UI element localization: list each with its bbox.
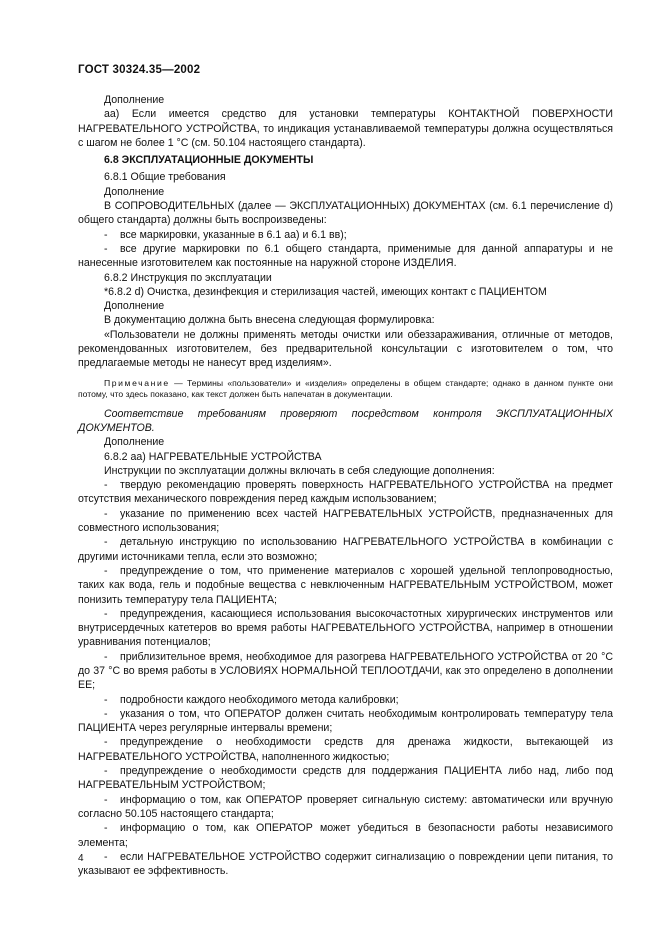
bullet-dash: - [104, 479, 108, 492]
bullet-dash: - [104, 507, 108, 520]
list-item-text: если НАГРЕВАТЕЛЬНОЕ УСТРОЙСТВО содержит сигнализацию о повреждении цепи питания, то указывают ее эффективность. [78, 850, 613, 878]
list-item [78, 228, 613, 242]
paragraph: Дополнение [104, 185, 165, 198]
list-item-text: предупреждение о необходимости средств для поддержания ПАЦИЕНТА либо над, либо под НАГРЕВАТЕЛЬНЫМ УСТРОЙСТВОМ; [78, 765, 613, 792]
list-item [78, 607, 613, 650]
list-item [78, 764, 613, 793]
bullet-dash: - [104, 228, 108, 241]
list-item-text: предупреждение о том, что применение материалов с хорошей удельной теплопроводностью, таких как вода, гель и подобные вещества с невключенным НАГРЕВАТЕЛЬНЫМ УСТРОЙСТВОМ, может понизить температуру тела ПАЦИЕНТА; [78, 564, 613, 606]
list-item [78, 242, 613, 271]
paragraph: 6.8.1 Общие требования [104, 171, 226, 184]
paragraph: Дополнение [104, 300, 165, 313]
paragraph: Инструкции по эксплуатации должны включать в себя следующие дополнения: [104, 464, 495, 477]
list-item-text: информацию о том, как ОПЕРАТОР проверяет сигнальную систему: автоматически или вручную согласно 50.105 настоящего стандарта; [78, 793, 613, 820]
list-item-text: все другие маркировки по 6.1 общего стандарта, применимые для данной аппаратуры и не нанесенные изготовителем как постоянные на наружной стороне ИЗДЕЛИЯ. [78, 242, 613, 270]
list-item [78, 793, 613, 822]
list-item [78, 707, 613, 736]
list-item [78, 693, 613, 707]
document-body [78, 93, 613, 878]
bullet-dash: - [104, 793, 108, 806]
list-item-text: указание по применению всех частей НАГРЕВАТЕЛЬНЫХ УСТРОЙСТВ, предназначенных для совместного использования; [78, 507, 613, 535]
note-text: — Термины «пользователи» и «изделия» определены в общем стандарте; однако в данном пункте они потому, что здесь показано, как текст должен быть напечатан в документации. [78, 377, 613, 400]
paragraph: Соответствие требованиям проверяют посредством контроля ЭКСПЛУАТАЦИОННЫХ ДОКУМЕНТОВ. [78, 407, 613, 434]
section-heading: 6.8 ЭКСПЛУАТАЦИОННЫЕ ДОКУМЕНТЫ [104, 154, 314, 167]
bullet-dash: - [104, 765, 108, 778]
bullet-dash: - [104, 693, 108, 706]
list-item [78, 850, 613, 879]
paragraph: *6.8.2 d) Очистка, дезинфекция и стерилизация частей, имеющих контакт с ПАЦИЕНТОМ [104, 285, 547, 298]
bullet-dash: - [104, 850, 108, 863]
list-item [78, 535, 613, 564]
list-item [78, 478, 613, 507]
document-header: ГОСТ 30324.35—2002 [78, 64, 201, 76]
bullet-dash: - [104, 822, 108, 835]
list-item-text: твердую рекомендацию проверять поверхность НАГРЕВАТЕЛЬНОГО УСТРОЙСТВА на предмет отсутствия механического повреждения перед каждым использованием; [78, 479, 613, 506]
bullet-dash: - [104, 736, 108, 749]
list-item-text: детальную инструкцию по использованию НАГРЕВАТЕЛЬНОГО УСТРОЙСТВА в комбинации с другими источниками тепла, если это возможно; [78, 536, 613, 563]
bullet-dash: - [104, 707, 108, 720]
bullet-dash: - [104, 242, 108, 255]
list-item [78, 507, 613, 536]
paragraph: Дополнение [104, 436, 165, 449]
paragraph: аа) Если имеется средство для установки температуры КОНТАКТНОЙ ПОВЕРХНОСТИ НАГРЕВАТЕЛЬНОГО УСТРОЙСТВА, то индикация устанавливаемой температуры должна осуществляться с шагом не более 1 °С (см. 50.104 настоящего стандарта). [78, 108, 613, 149]
list-item-text: предупреждение о необходимости средств для дренажа жидкости, вытекающей из НАГРЕВАТЕЛЬНОГО УСТРОЙСТВА, наполненного жидкостью; [78, 736, 613, 763]
note-label: Примечание [104, 377, 170, 388]
bullet-dash: - [104, 564, 108, 577]
list-item [78, 564, 613, 607]
bullet-dash: - [104, 607, 108, 620]
paragraph: В документацию должна быть внесена следующая формулировка: [104, 314, 435, 327]
list-item-text: предупреждения, касающиеся использования высокочастотных хирургических инструментов или внутрисердечных катетеров во время работы НАГРЕВАТЕЛЬНОГО УСТРОЙСТВА, например в отношении уравнивания потенциалов; [78, 607, 613, 649]
list-item-text: информацию о том, как ОПЕРАТОР может убедиться в безопасности работы независимого элемента; [78, 822, 613, 849]
paragraph: В СОПРОВОДИТЕЛЬНЫХ (далее — ЭКСПЛУАТАЦИОННЫХ) ДОКУМЕНТАХ (см. 6.1 перечисление d) общего стандарта) должны быть воспроизведены: [78, 200, 613, 227]
list-item-text: подробности каждого необходимого метода калибровки; [120, 693, 399, 706]
paragraph: Дополнение [104, 94, 165, 106]
bullet-dash: - [104, 536, 108, 549]
list-item [78, 821, 613, 850]
paragraph: 6.8.2 аа) НАГРЕВАТЕЛЬНЫЕ УСТРОЙСТВА [104, 450, 322, 463]
list-item [78, 650, 613, 693]
paragraph: 6.8.2 Инструкция по эксплуатации [104, 271, 272, 284]
list-item-text: указания о том, что ОПЕРАТОР должен считать необходимым контролировать температуру тела ПАЦИЕНТА через регулярные интервалы времени; [78, 707, 613, 735]
list-item-text: приблизительное время, необходимое для разогрева НАГРЕВАТЕЛЬНОГО УСТРОЙСТВА от 20 °С до 37 °С во время работы в УСЛОВИЯХ НОРМАЛЬНОЙ ТЕПЛООТДАЧИ, как это определено в дополнении ЕЕ; [78, 650, 613, 692]
list-item-text: все маркировки, указанные в 6.1 аа) и 6.1 вв); [120, 228, 347, 241]
list-item [78, 735, 613, 764]
paragraph: «Пользователи не должны применять методы очистки или обеззараживания, отличные от методов, рекомендованных изготовителем, без предварительной консультации с изготовителем о том, что предлагаемые методы не нанесут вред изделиям». [78, 328, 613, 370]
bullet-dash: - [104, 650, 108, 663]
page-number: 4 [78, 853, 84, 864]
note-paragraph [78, 378, 613, 401]
